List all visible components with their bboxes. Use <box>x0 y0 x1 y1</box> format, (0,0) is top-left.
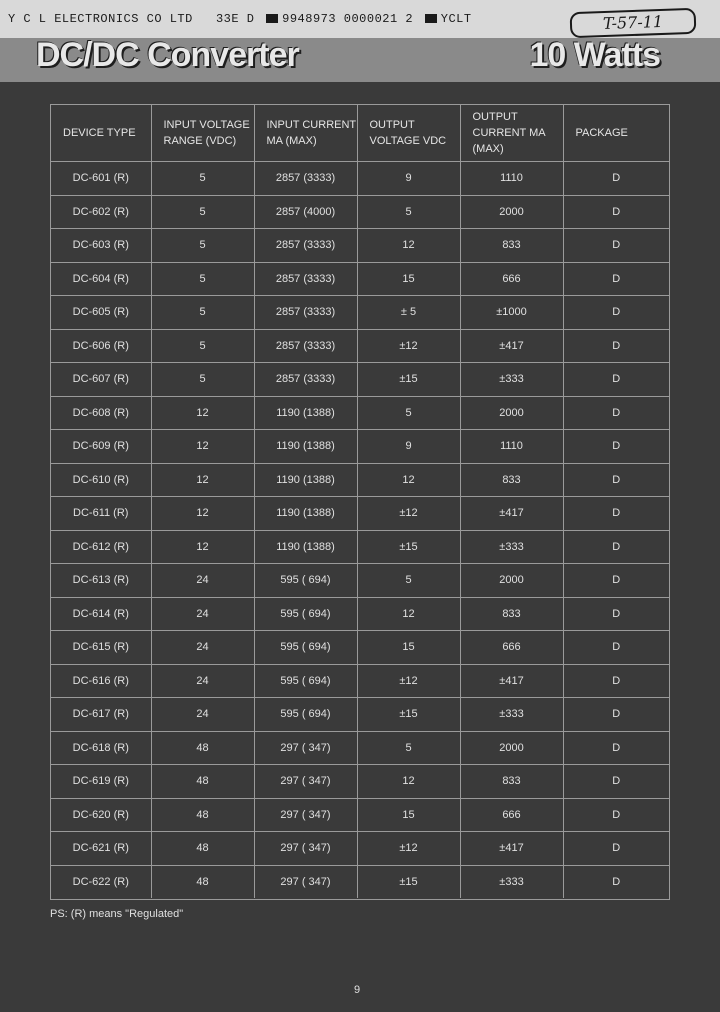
table-row <box>51 597 669 631</box>
company-name: Y C L ELECTRONICS CO LTD <box>8 12 193 26</box>
column-header: INPUT CURRENT MA (MAX) <box>254 105 357 162</box>
black-block-icon <box>266 14 278 23</box>
table-row <box>51 296 669 330</box>
table-cell: DC-619 (R) <box>51 765 151 799</box>
table-cell: DC-612 (R) <box>51 530 151 564</box>
table-cell: 5 <box>357 195 460 229</box>
table-cell: 24 <box>151 664 254 698</box>
column-header: INPUT VOLTAGE RANGE (VDC) <box>151 105 254 162</box>
table-cell: 2857 (3333) <box>254 262 357 296</box>
table-cell: D <box>563 363 669 397</box>
table-row <box>51 195 669 229</box>
table-cell: ±333 <box>460 698 563 732</box>
table-cell: DC-607 (R) <box>51 363 151 397</box>
table-cell: D <box>563 396 669 430</box>
table-cell: 15 <box>357 798 460 832</box>
footnote: PS: (R) means "Regulated" <box>50 908 184 920</box>
table-cell: 5 <box>357 564 460 598</box>
table-row <box>51 631 669 665</box>
table-row <box>51 865 669 898</box>
table-cell: 297 ( 347) <box>254 765 357 799</box>
table-cell: 2857 (3333) <box>254 363 357 397</box>
table-cell: DC-605 (R) <box>51 296 151 330</box>
table-cell: 12 <box>151 430 254 464</box>
table-cell: DC-618 (R) <box>51 731 151 765</box>
table-cell: 666 <box>460 798 563 832</box>
table-cell: D <box>563 664 669 698</box>
table-cell: 5 <box>151 229 254 263</box>
table-cell: 2857 (3333) <box>254 162 357 196</box>
table-cell: DC-609 (R) <box>51 430 151 464</box>
table-cell: 666 <box>460 631 563 665</box>
table-cell: DC-602 (R) <box>51 195 151 229</box>
table-cell: ±417 <box>460 329 563 363</box>
table-cell: ±15 <box>357 698 460 732</box>
table-cell: ±417 <box>460 664 563 698</box>
table-cell: 2000 <box>460 564 563 598</box>
table-cell: 2000 <box>460 731 563 765</box>
table-cell: 1110 <box>460 162 563 196</box>
table-cell: ±333 <box>460 530 563 564</box>
table-cell: 833 <box>460 597 563 631</box>
table-cell: 2857 (3333) <box>254 296 357 330</box>
table-body <box>51 162 669 899</box>
black-block-icon <box>425 14 437 23</box>
table-cell: 1190 (1388) <box>254 463 357 497</box>
table-cell: 48 <box>151 798 254 832</box>
table-row <box>51 229 669 263</box>
table-cell: ±417 <box>460 497 563 531</box>
table-cell: D <box>563 597 669 631</box>
page-title: DC/DC Converter <box>36 36 299 74</box>
table-cell: D <box>563 631 669 665</box>
table-row <box>51 798 669 832</box>
handwritten-stamp: T-57-11 <box>570 8 697 38</box>
table-cell: D <box>563 463 669 497</box>
table-cell: 5 <box>151 363 254 397</box>
table-row <box>51 564 669 598</box>
table-cell: ±12 <box>357 664 460 698</box>
table-cell: 297 ( 347) <box>254 832 357 866</box>
table-cell: 9 <box>357 430 460 464</box>
table-cell: 15 <box>357 631 460 665</box>
table-header-row <box>51 105 669 162</box>
table-cell: ±15 <box>357 530 460 564</box>
table-cell: ±12 <box>357 497 460 531</box>
table-cell: D <box>563 229 669 263</box>
table-cell: 48 <box>151 765 254 799</box>
power-rating: 10 Watts <box>529 36 660 74</box>
table-cell: ±333 <box>460 865 563 898</box>
table-row <box>51 765 669 799</box>
table-cell: 5 <box>151 162 254 196</box>
column-header: OUTPUT VOLTAGE VDC <box>357 105 460 162</box>
table-cell: 595 ( 694) <box>254 631 357 665</box>
table-cell: 2000 <box>460 396 563 430</box>
table-cell: 5 <box>151 329 254 363</box>
table-cell: 24 <box>151 631 254 665</box>
table-cell: 297 ( 347) <box>254 798 357 832</box>
table-cell: 2000 <box>460 195 563 229</box>
table-cell: 297 ( 347) <box>254 865 357 898</box>
table-cell: ±12 <box>357 832 460 866</box>
table-cell: DC-615 (R) <box>51 631 151 665</box>
table-cell: 1190 (1388) <box>254 530 357 564</box>
table-row <box>51 463 669 497</box>
table-cell: ± 5 <box>357 296 460 330</box>
table-cell: 297 ( 347) <box>254 731 357 765</box>
table-cell: DC-614 (R) <box>51 597 151 631</box>
table-cell: D <box>563 798 669 832</box>
table-cell: D <box>563 530 669 564</box>
table-cell: ±15 <box>357 363 460 397</box>
table-cell: D <box>563 497 669 531</box>
spec-table-grid <box>51 105 669 898</box>
table-cell: 24 <box>151 698 254 732</box>
table-cell: 5 <box>357 731 460 765</box>
brand-code: YCLT <box>440 12 472 26</box>
table-cell: 48 <box>151 731 254 765</box>
table-row <box>51 162 669 196</box>
table-cell: 833 <box>460 765 563 799</box>
table-cell: 2857 (3333) <box>254 229 357 263</box>
page-number: 9 <box>354 984 361 996</box>
table-cell: 9 <box>357 162 460 196</box>
table-cell: 48 <box>151 865 254 898</box>
table-cell: 48 <box>151 832 254 866</box>
column-header: DEVICE TYPE <box>51 105 151 162</box>
table-cell: D <box>563 329 669 363</box>
table-row <box>51 363 669 397</box>
table-cell: 595 ( 694) <box>254 564 357 598</box>
table-cell: 24 <box>151 597 254 631</box>
table-row <box>51 731 669 765</box>
column-header: PACKAGE <box>563 105 669 162</box>
table-cell: D <box>563 731 669 765</box>
table-cell: 12 <box>357 463 460 497</box>
table-cell: 595 ( 694) <box>254 698 357 732</box>
table-cell: 1190 (1388) <box>254 497 357 531</box>
table-cell: 15 <box>357 262 460 296</box>
table-cell: D <box>563 296 669 330</box>
table-cell: 12 <box>151 530 254 564</box>
table-cell: ±1000 <box>460 296 563 330</box>
table-cell: 595 ( 694) <box>254 664 357 698</box>
table-cell: DC-616 (R) <box>51 664 151 698</box>
table-cell: 666 <box>460 262 563 296</box>
table-cell: DC-603 (R) <box>51 229 151 263</box>
table-cell: DC-617 (R) <box>51 698 151 732</box>
table-cell: D <box>563 564 669 598</box>
table-row <box>51 262 669 296</box>
table-row <box>51 530 669 564</box>
table-cell: 12 <box>151 497 254 531</box>
table-cell: 833 <box>460 463 563 497</box>
table-cell: 5 <box>151 262 254 296</box>
table-cell: DC-601 (R) <box>51 162 151 196</box>
table-cell: D <box>563 162 669 196</box>
table-cell: 12 <box>151 396 254 430</box>
table-cell: 2857 (3333) <box>254 329 357 363</box>
table-row <box>51 329 669 363</box>
table-cell: D <box>563 765 669 799</box>
table-cell: 12 <box>151 463 254 497</box>
table-cell: D <box>563 832 669 866</box>
catalog-number: 9948973 0000021 2 <box>282 12 414 26</box>
table-row <box>51 664 669 698</box>
table-cell: ±333 <box>460 363 563 397</box>
table-cell: 12 <box>357 765 460 799</box>
table-cell: DC-608 (R) <box>51 396 151 430</box>
spec-table <box>50 104 670 900</box>
table-cell: D <box>563 698 669 732</box>
table-row <box>51 396 669 430</box>
table-row <box>51 698 669 732</box>
table-cell: DC-611 (R) <box>51 497 151 531</box>
table-cell: 1110 <box>460 430 563 464</box>
table-cell: 5 <box>151 296 254 330</box>
header-code: 33E D <box>215 12 255 26</box>
table-cell: 2857 (4000) <box>254 195 357 229</box>
table-cell: DC-622 (R) <box>51 865 151 898</box>
table-cell: 12 <box>357 229 460 263</box>
table-cell: 5 <box>151 195 254 229</box>
table-cell: 12 <box>357 597 460 631</box>
table-cell: 1190 (1388) <box>254 430 357 464</box>
table-cell: ±15 <box>357 865 460 898</box>
table-cell: 5 <box>357 396 460 430</box>
table-cell: DC-604 (R) <box>51 262 151 296</box>
table-cell: D <box>612 875 621 888</box>
table-cell: 1190 (1388) <box>254 396 357 430</box>
table-cell: DC-610 (R) <box>51 463 151 497</box>
table-cell: D <box>563 195 669 229</box>
table-cell: 24 <box>151 564 254 598</box>
table-row <box>51 430 669 464</box>
table-cell: 833 <box>460 229 563 263</box>
table-row <box>51 497 669 531</box>
table-cell: DC-620 (R) <box>51 798 151 832</box>
table-cell: D <box>563 262 669 296</box>
table-cell: DC-606 (R) <box>51 329 151 363</box>
table-cell: DC-613 (R) <box>51 564 151 598</box>
table-cell: D <box>563 430 669 464</box>
column-header: OUTPUT CURRENT MA (MAX) <box>460 105 563 162</box>
table-cell: 595 ( 694) <box>254 597 357 631</box>
table-cell: DC-621 (R) <box>51 832 151 866</box>
table-cell: ±417 <box>460 832 563 866</box>
table-row <box>51 832 669 866</box>
table-cell: ±12 <box>357 329 460 363</box>
